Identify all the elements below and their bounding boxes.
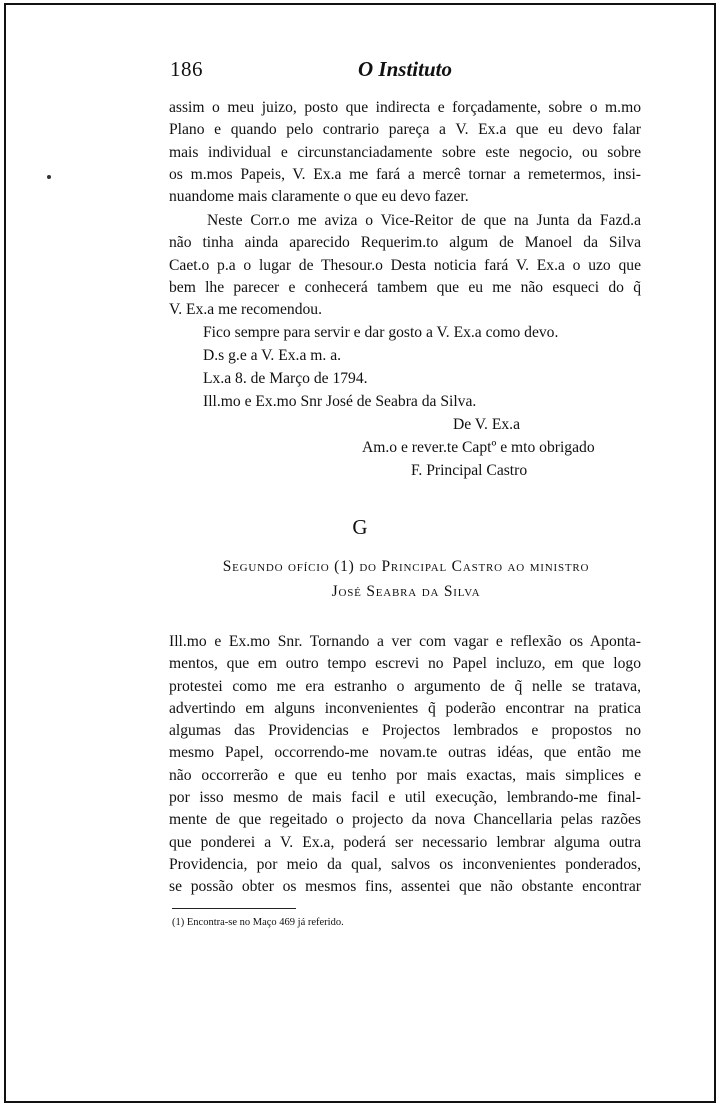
closing-line: Fico sempre para servir e dar gosto a V. Ex.a como devo.: [203, 324, 559, 341]
footnote-rule: [172, 908, 296, 909]
signature-line: De V. Ex.a: [453, 416, 520, 433]
text-line: se possão obter os mesmos fins, assentei que não obstante encontrar: [169, 878, 641, 896]
text-line: Caet.o p.a o lugar de Thesour.o Desta noticia fará V. Ex.a o uzo que: [169, 256, 641, 274]
text-line: bem lhe parecer e conhecerá tambem que eu me não esqueci do q̃: [169, 278, 641, 296]
text-line: Neste Corr.o me aviza o Vice-Reitor de que na Junta da Fazd.a: [207, 212, 641, 229]
section-title: Segundo ofício (1) do Principal Castro ao ministro: [222, 558, 590, 575]
text-line: advertindo em alguns inconvenientes q̃ poderão encontrar na pratica: [169, 699, 641, 717]
book-page: [4, 3, 716, 1103]
closing-addressee: Ill.mo e Ex.mo Snr José de Seabra da Silva.: [203, 393, 477, 410]
scan-speck: [47, 175, 51, 179]
paragraph-2: [169, 210, 641, 321]
page-header: [6, 57, 714, 87]
text-line: que ponderei a V. Ex.a, poderá ser necessario lembrar alguma outra: [169, 833, 641, 851]
text-line: mais individual e circunstanciadamente sobre este negocio, ou sobre: [169, 143, 641, 161]
text-line: mente de que regeitado o projecto da nova Chancellaria pelas razões: [169, 811, 641, 829]
text-line: Providencia, por meio da qual, salvos os inconvenientes ponderados,: [169, 855, 641, 873]
text-line: nuandome mais claramente o que eu devo fazer.: [169, 188, 469, 206]
closing-line: D.s g.e a V. Ex.a m. a.: [203, 347, 342, 364]
running-title: O Instituto: [358, 57, 452, 81]
section-title: José Seabra da Silva: [331, 583, 481, 600]
text-line: protestei como me era estranho o argumento de q̃ nelle se tratava,: [169, 677, 641, 695]
text-line: mentos, que em outro tempo escrevi no Papel incluzo, em que logo: [169, 655, 641, 673]
text-line: não occorrerão e que eu tenho por mais exactas, mais simplices e: [169, 766, 641, 784]
section-letter: G: [352, 515, 368, 539]
text-line: não tinha ainda aparecido Requerim.to algum de Manoel da Silva: [169, 234, 641, 252]
paragraph-3: [169, 631, 641, 899]
text-line: assim o meu juizo, posto que indirecta e forçadamente, sobre o m.mo: [169, 99, 641, 116]
text-line: por isso mesmo de mais facil e util execução, lembrando-me final-: [169, 789, 641, 807]
text-line: os m.mos Papeis, V. Ex.a me fará a mercê tornar a remetermos, insi-: [169, 165, 641, 183]
page-number: 186: [170, 57, 203, 81]
footnote: (1) Encontra-se no Maço 469 já referido.: [172, 917, 344, 928]
text-line: algumas das Providencias e Projectos lembrados e propostos no: [169, 722, 641, 740]
text-line: Ill.mo e Ex.mo Snr. Tornando a ver com vagar e reflexão os Aponta-: [169, 633, 641, 650]
text-line: V. Ex.a me recomendou.: [169, 301, 323, 319]
text-line: Plano e quando pelo contrario pareça a V. Ex.a que eu devo falar: [169, 121, 641, 139]
signature-name: F. Principal Castro: [411, 462, 528, 479]
paragraph-1: [169, 97, 641, 208]
text-line: mesmo Papel, occorrendo-me novam.te outras idéas, que então me: [169, 744, 641, 762]
closing-line: Lx.a 8. de Março de 1794.: [203, 370, 368, 387]
signature-line: Am.o e rever.te Captº e mto obrigado: [362, 439, 595, 456]
